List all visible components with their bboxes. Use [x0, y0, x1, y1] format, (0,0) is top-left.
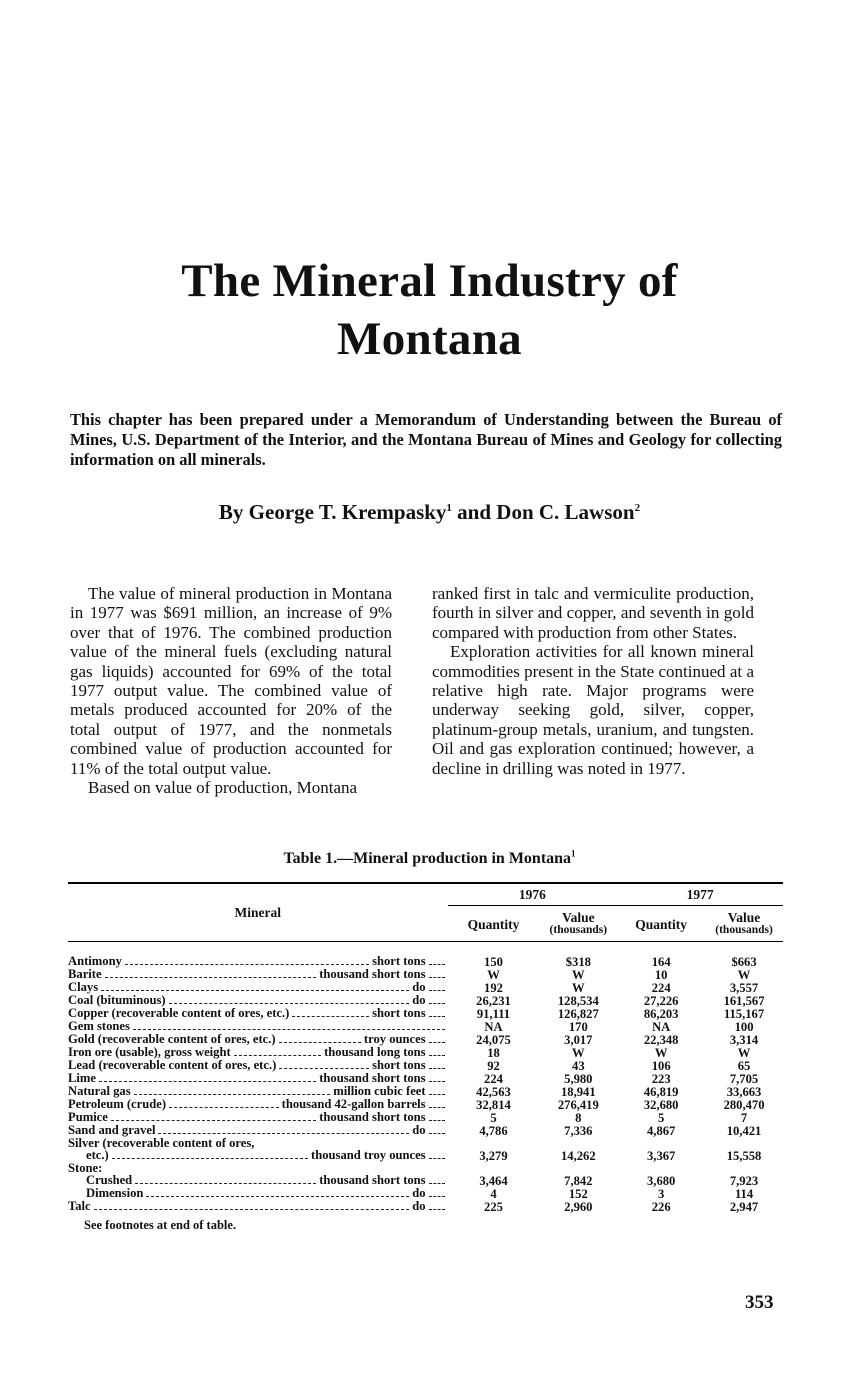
cell-mineral-name: Sand and gravel do: [68, 1124, 448, 1137]
cell-quantity-1976: 4,786: [479, 1123, 508, 1138]
cell-quantity-1976: 224: [484, 1071, 503, 1086]
chapter-title-line1: The Mineral Industry of: [181, 255, 678, 307]
cell-mineral-name: Dimension do: [68, 1187, 448, 1200]
cell-quantity-1976: 192: [484, 980, 503, 995]
cell-quantity-1976: 3,464: [479, 1174, 508, 1189]
cell-mineral-name: Antimony short tons: [68, 942, 448, 969]
cell-value-1977: 115,167: [723, 1006, 765, 1021]
cell-value-1976: 5,980: [564, 1071, 593, 1086]
cell-quantity-1976: 4: [490, 1187, 497, 1202]
cell-mineral-name: Silver (recoverable content of ores, etc.) thousand troy ounces: [68, 1137, 448, 1162]
column-header-quantity-1976: Quantity: [467, 916, 520, 932]
cell-value-1976: 170: [568, 1019, 588, 1034]
cell-mineral-name: Copper (recoverable content of ores, etc.) short tons: [68, 1007, 448, 1020]
cell-value-1976: 14,262: [561, 1149, 596, 1163]
author-byline: [0, 500, 859, 525]
column-header-1976: 1976: [448, 883, 618, 906]
table-title-footnote-mark: 1: [571, 848, 576, 859]
table-body: [68, 942, 783, 1214]
body-paragraph-1: The value of mineral production in Montana in 1977 was $691 million, an increase of 9% over that of 1976. The combined production value of the mineral fuels (excluding natural gas liquids) accounted for 69% of the total 1977 output value. The combined value of metals produced accounted for 20% of the total output of 1977, and the nonmetals combined value of production accounted for 11% of the total output value.: [70, 584, 392, 778]
cell-mineral-name: Petroleum (crude) thousand 42-gallon barrels: [68, 1098, 448, 1111]
mineral-production-table: [68, 882, 783, 1213]
cell-quantity-1977: 3,680: [647, 1174, 676, 1189]
cell-value-1977: 161,567: [723, 993, 765, 1008]
cell-value-1977: 280,470: [723, 1097, 765, 1112]
cell-quantity-1977: 226: [651, 1200, 671, 1215]
cell-value-1977: 3,557: [729, 980, 759, 995]
cell-value-1977: 7,705: [729, 1071, 759, 1086]
cell-quantity-1977: NA: [652, 1019, 671, 1034]
cell-quantity-1977: 223: [651, 1071, 671, 1086]
cell-quantity-1976: 24,075: [476, 1032, 511, 1047]
cell-value-1977: 10,421: [726, 1123, 762, 1138]
cell-quantity-1976: 5: [490, 1110, 497, 1125]
table-title-text: Table 1.—Mineral production in Montana: [283, 850, 572, 867]
cell-quantity-1977: 32,680: [643, 1097, 679, 1112]
cell-quantity-1977: 46,819: [643, 1084, 679, 1099]
chapter-title: [0, 252, 859, 368]
table-row: [68, 1007, 783, 1020]
chapter-title-line2: Montana: [337, 313, 522, 365]
body-paragraph-2-continued: ranked first in talc and vermiculite production, fourth in silver and copper, and seventh in gold compared with production from other States.: [432, 584, 754, 642]
cell-value-1976: 7,336: [564, 1123, 593, 1138]
cell-quantity-1977: 86,203: [643, 1006, 679, 1021]
table-row: [68, 1137, 783, 1162]
cell-value-1976: 126,827: [557, 1006, 599, 1021]
cell-value-1976: W: [572, 1045, 585, 1060]
cell-value-1977: $663: [731, 954, 757, 969]
cell-quantity-1976: 42,563: [476, 1084, 511, 1099]
cell-value-1976: W: [572, 980, 585, 995]
table-title: [0, 850, 859, 868]
cell-quantity-1976: 3,279: [479, 1149, 508, 1163]
cell-quantity-1977: 4,867: [647, 1123, 676, 1138]
cell-mineral-name: Iron ore (usable), gross weight thousand long tons: [68, 1046, 448, 1059]
cell-quantity-1977: 164: [651, 954, 671, 969]
cell-value-1976: 8: [575, 1110, 582, 1125]
cell-mineral-name: Natural gas million cubic feet: [68, 1085, 448, 1098]
cell-value-1977: 114: [734, 1187, 754, 1202]
cell-mineral-name: Gem stones: [68, 1020, 448, 1033]
cell-value-1977: W: [737, 1045, 751, 1060]
cell-quantity-1977: 3: [658, 1187, 665, 1202]
cell-quantity-1976: W: [487, 967, 500, 982]
cell-value-1976: 2,960: [564, 1200, 593, 1215]
page-number: 353: [745, 1292, 774, 1313]
byline-footnote-mark-1: 1: [446, 502, 452, 514]
cell-value-1977: W: [737, 967, 751, 982]
cell-mineral-name: Stone:: [68, 1161, 103, 1176]
table-row: [68, 1200, 783, 1213]
cell-value-1976: $318: [565, 954, 591, 969]
cell-value-1977: 100: [734, 1019, 754, 1034]
cell-quantity-1976: 92: [487, 1058, 500, 1073]
column-header-1977: 1977: [617, 883, 783, 906]
cell-value-1977: 7: [740, 1110, 748, 1125]
byline-author1: By George T. Krempasky: [218, 500, 447, 524]
cell-value-1977: 2,947: [729, 1200, 759, 1215]
cell-value-1976: 152: [568, 1187, 588, 1202]
cell-quantity-1976: 18: [487, 1045, 500, 1060]
cell-mineral-name: Crushed thousand short tons: [68, 1174, 448, 1187]
cell-quantity-1977: W: [654, 1045, 668, 1060]
body-paragraph-2: Based on value of production, Montana: [88, 778, 358, 798]
cell-value-1977: 15,558: [726, 1149, 762, 1163]
body-column-left: [70, 584, 392, 797]
cell-value-1977: 7,923: [729, 1174, 759, 1189]
cell-value-1977: 33,663: [726, 1084, 762, 1099]
cell-value-1976: 18,941: [561, 1084, 596, 1099]
cell-value-1977: 3,314: [729, 1032, 759, 1047]
cell-value-1976: 43: [572, 1058, 585, 1073]
cell-quantity-1976: 26,231: [476, 993, 511, 1008]
cell-mineral-name: Coal (bituminous) do: [68, 994, 448, 1007]
cell-quantity-1977: 5: [658, 1110, 665, 1125]
column-header-value-1976: Value (thousands): [549, 910, 608, 936]
byline-author2: and Don C. Lawson: [451, 500, 635, 524]
cell-quantity-1977: 106: [651, 1058, 671, 1073]
cell-mineral-name: Lead (recoverable content of ores, etc.) short tons: [68, 1059, 448, 1072]
body-column-right: [432, 584, 754, 778]
cell-mineral-name: Lime thousand short tons: [68, 1072, 448, 1085]
cell-mineral-name: Talc do: [68, 1200, 448, 1213]
column-header-quantity-1977: Quantity: [635, 916, 688, 932]
table-row: [68, 942, 783, 969]
cell-mineral-name: Clays do: [68, 981, 448, 994]
cell-value-1977: 65: [737, 1058, 751, 1073]
byline-footnote-mark-2: 2: [634, 502, 641, 514]
body-paragraph-3: Exploration activities for all known mineral commodities present in the State continued at a relative high rate. Major programs were underway seeking gold, silver, copper, platinum-group metals, uranium, and tungsten. Oil and gas exploration continued; however, a decline in drilling was noted in 1977.: [432, 642, 754, 778]
cell-quantity-1976: 225: [484, 1200, 503, 1215]
cell-value-1976: 3,017: [564, 1032, 593, 1047]
cell-quantity-1976: 32,814: [476, 1097, 511, 1112]
cell-quantity-1977: 224: [651, 980, 671, 995]
cell-quantity-1976: 91,111: [476, 1006, 511, 1021]
cell-quantity-1976: 150: [484, 954, 503, 969]
cell-quantity-1977: 27,226: [643, 993, 679, 1008]
table-footnote: See footnotes at end of table.: [84, 1218, 237, 1232]
cell-mineral-name: Barite thousand short tons: [68, 968, 448, 981]
cell-value-1976: 128,534: [557, 993, 599, 1008]
cell-quantity-1977: 10: [654, 967, 668, 982]
cell-quantity-1977: 22,348: [643, 1032, 679, 1047]
cell-value-1976: 276,419: [557, 1097, 599, 1112]
cell-mineral-name: Gold (recoverable content of ores, etc.) troy ounces: [68, 1033, 448, 1046]
column-header-value-1977: Value (thousands): [715, 910, 773, 936]
cell-mineral-name: Pumice thousand short tons: [68, 1111, 448, 1124]
chapter-intro: This chapter has been prepared under a Memorandum of Understanding between the Bureau of Mines, U.S. Department of the Interior, and the Montana Bureau of Mines and Geology for collecting information on all minerals.: [70, 410, 782, 469]
cell-value-1976: 7,842: [564, 1174, 593, 1189]
column-header-mineral: Mineral: [234, 904, 282, 920]
cell-quantity-1976: NA: [484, 1019, 503, 1034]
cell-value-1976: W: [572, 967, 585, 982]
cell-quantity-1977: 3,367: [647, 1149, 676, 1163]
